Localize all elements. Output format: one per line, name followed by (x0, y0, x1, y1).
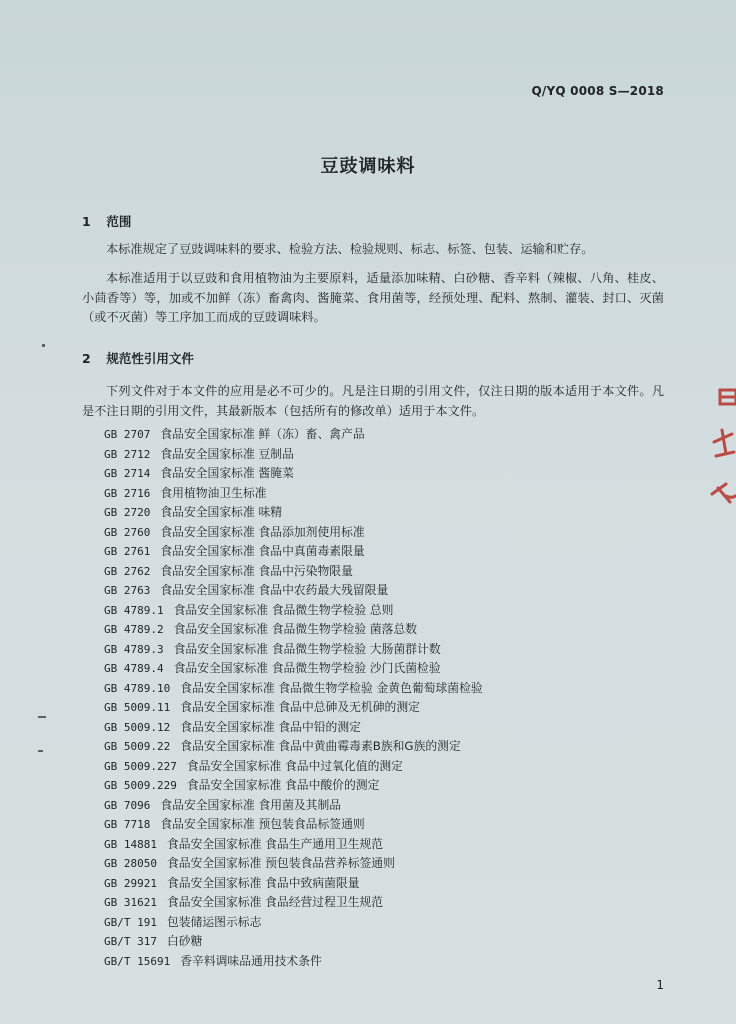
reference-item (104, 757, 664, 777)
reference-code: GB/T 317 (104, 935, 157, 948)
reference-item (104, 659, 664, 679)
reference-title: 食品安全国家标准 食品微生物学检验 总则 (173, 602, 394, 617)
reference-title: 食品安全国家标准 食用菌及其制品 (160, 797, 342, 812)
section-2-intro: 下列文件对于本文件的应用是必不可少的。凡是注日期的引用文件，仅注日期的版本适用于本文件。凡是不注日期的引用文件，其最新版本（包括所有的修改单）适用于本文件。 (82, 384, 664, 418)
reference-title: 食品安全国家标准 食品中污染物限量 (160, 563, 353, 578)
reference-code: GB 31621 (104, 896, 157, 909)
document-title: 豆豉调味料 (320, 156, 416, 177)
reference-title: 食品安全国家标准 食品中酸价的测定 (186, 778, 380, 792)
reference-item (104, 698, 664, 718)
section-1-number: 1 (82, 214, 91, 229)
reference-title: 食品安全国家标准 食品中总砷及无机砷的测定 (180, 700, 420, 714)
reference-title: 包装储运图示标志 (166, 914, 262, 929)
reference-code: GB 5009.229 (104, 779, 177, 792)
reference-code: GB 4789.1 (104, 603, 164, 617)
reference-item (104, 445, 664, 465)
reference-code: GB 4789.4 (104, 662, 164, 675)
reference-code: GB 2720 (104, 506, 151, 519)
section-1-heading (82, 212, 131, 230)
reference-title: 食品安全国家标准 食品微生物学检验 金黄色葡萄球菌检验 (180, 680, 483, 695)
reference-title: 食品安全国家标准 味精 (160, 505, 283, 519)
reference-item (104, 503, 664, 523)
reference-item (104, 601, 664, 621)
reference-code: GB 5009.22 (104, 740, 171, 753)
reference-code: GB 29921 (104, 876, 157, 890)
stamp-mark (700, 372, 736, 522)
reference-item (104, 835, 664, 855)
reference-code: GB 2707 (104, 428, 151, 441)
reference-code: GB 2714 (104, 467, 151, 480)
reference-item (104, 484, 664, 504)
reference-item (104, 952, 664, 972)
reference-title: 食品安全国家标准 食品中真菌毒素限量 (160, 544, 365, 558)
reference-item (104, 718, 664, 738)
reference-title: 食品安全国家标准 食品中致病菌限量 (166, 875, 360, 890)
section-1-paragraph-2: 本标准适用于以豆豉和食用植物油为主要原料，适量添加味精、白砂糖、香辛料（辣椒、八角、桂皮、小茴香等）等，加或不加鲜（冻）畜禽肉、酱腌菜、食用菌等，经预处理、配料、熬制、灌装、封口、灭菌（或不灭菌）等工序加工而成的豆豉调味料。 (82, 271, 664, 324)
page-number: 1 (656, 978, 664, 992)
reference-item (104, 737, 664, 757)
reference-item (104, 620, 664, 640)
section-1-paragraph-1: 本标准规定了豆豉调味料的要求、检验方法、检验规则、标志、标签、包装、运输和贮存。 (106, 242, 594, 256)
reference-code: GB 2762 (104, 564, 151, 578)
reference-title: 食用植物油卫生标准 (160, 485, 267, 500)
reference-code: GB 2716 (104, 486, 151, 500)
reference-title: 食品安全国家标准 食品生产通用卫生规范 (166, 836, 384, 851)
reference-code: GB 5009.227 (104, 759, 177, 773)
reference-code: GB 2712 (104, 447, 151, 461)
reference-code: GB 4789.10 (104, 681, 171, 695)
reference-title: 食品安全国家标准 预包装食品标签通则 (160, 817, 365, 831)
section-2-title: 规范性引用文件 (106, 351, 194, 366)
reference-item (104, 581, 664, 601)
reference-title: 食品安全国家标准 食品微生物学检验 菌落总数 (173, 622, 418, 636)
section-2-heading (82, 349, 194, 367)
reference-title: 食品安全国家标准 食品中黄曲霉毒素B族和G族的测定 (180, 739, 461, 753)
section-1-title: 范围 (106, 214, 132, 229)
reference-item (104, 874, 664, 894)
reference-item (104, 542, 664, 562)
reference-item (104, 815, 664, 835)
reference-code: GB/T 191 (104, 915, 157, 929)
reference-code: GB 4789.3 (104, 642, 164, 656)
reference-code: GB 5009.12 (104, 720, 171, 734)
reference-title: 食品安全国家标准 食品中农药最大残留限量 (160, 583, 389, 597)
reference-item (104, 523, 664, 543)
reference-title: 香辛料调味品通用技术条件 (180, 953, 322, 968)
reference-code: GB 14881 (104, 837, 157, 851)
reference-item (104, 679, 664, 699)
reference-title: 食品安全国家标准 食品微生物学检验 沙门氏菌检验 (173, 661, 441, 675)
reference-title: 食品安全国家标准 食品中铅的测定 (180, 719, 361, 734)
reference-title: 食品安全国家标准 食品中过氧化值的测定 (186, 758, 403, 773)
reference-item (104, 425, 664, 445)
reference-code: GB/T 15691 (104, 954, 171, 968)
reference-code: GB 7718 (104, 818, 151, 831)
reference-title: 食品安全国家标准 豆制品 (160, 446, 294, 461)
reference-title: 食品安全国家标准 酱腌菜 (160, 466, 294, 480)
reference-item (104, 796, 664, 816)
reference-code: GB 2760 (104, 525, 151, 539)
reference-title: 白砂糖 (166, 934, 203, 948)
reference-item (104, 854, 664, 874)
reference-code: GB 2761 (104, 545, 151, 558)
reference-title: 食品安全国家标准 食品经营过程卫生规范 (166, 895, 384, 909)
reference-item (104, 913, 664, 933)
reference-item (104, 464, 664, 484)
reference-item (104, 776, 664, 796)
reference-item (104, 932, 664, 952)
reference-title: 食品安全国家标准 鲜（冻）畜、禽产品 (160, 427, 365, 441)
reference-title: 食品安全国家标准 食品添加剂使用标准 (160, 524, 365, 539)
reference-code: GB 4789.2 (104, 623, 164, 636)
reference-item (104, 640, 664, 660)
reference-item (104, 893, 664, 913)
scan-speck (42, 344, 45, 347)
reference-title: 食品安全国家标准 预包装食品营养标签通则 (166, 856, 395, 870)
scan-speck (38, 750, 43, 752)
reference-title: 食品安全国家标准 食品微生物学检验 大肠菌群计数 (173, 641, 441, 656)
reference-code: GB 2763 (104, 584, 151, 597)
reference-code: GB 5009.11 (104, 701, 171, 714)
reference-item (104, 562, 664, 582)
standard-code: Q/YQ 0008 S—2018 (531, 84, 664, 98)
reference-code: GB 7096 (104, 798, 151, 812)
scan-speck (38, 716, 46, 718)
reference-code: GB 28050 (104, 857, 157, 870)
normative-reference-list (104, 425, 664, 971)
section-2-number: 2 (82, 351, 91, 366)
